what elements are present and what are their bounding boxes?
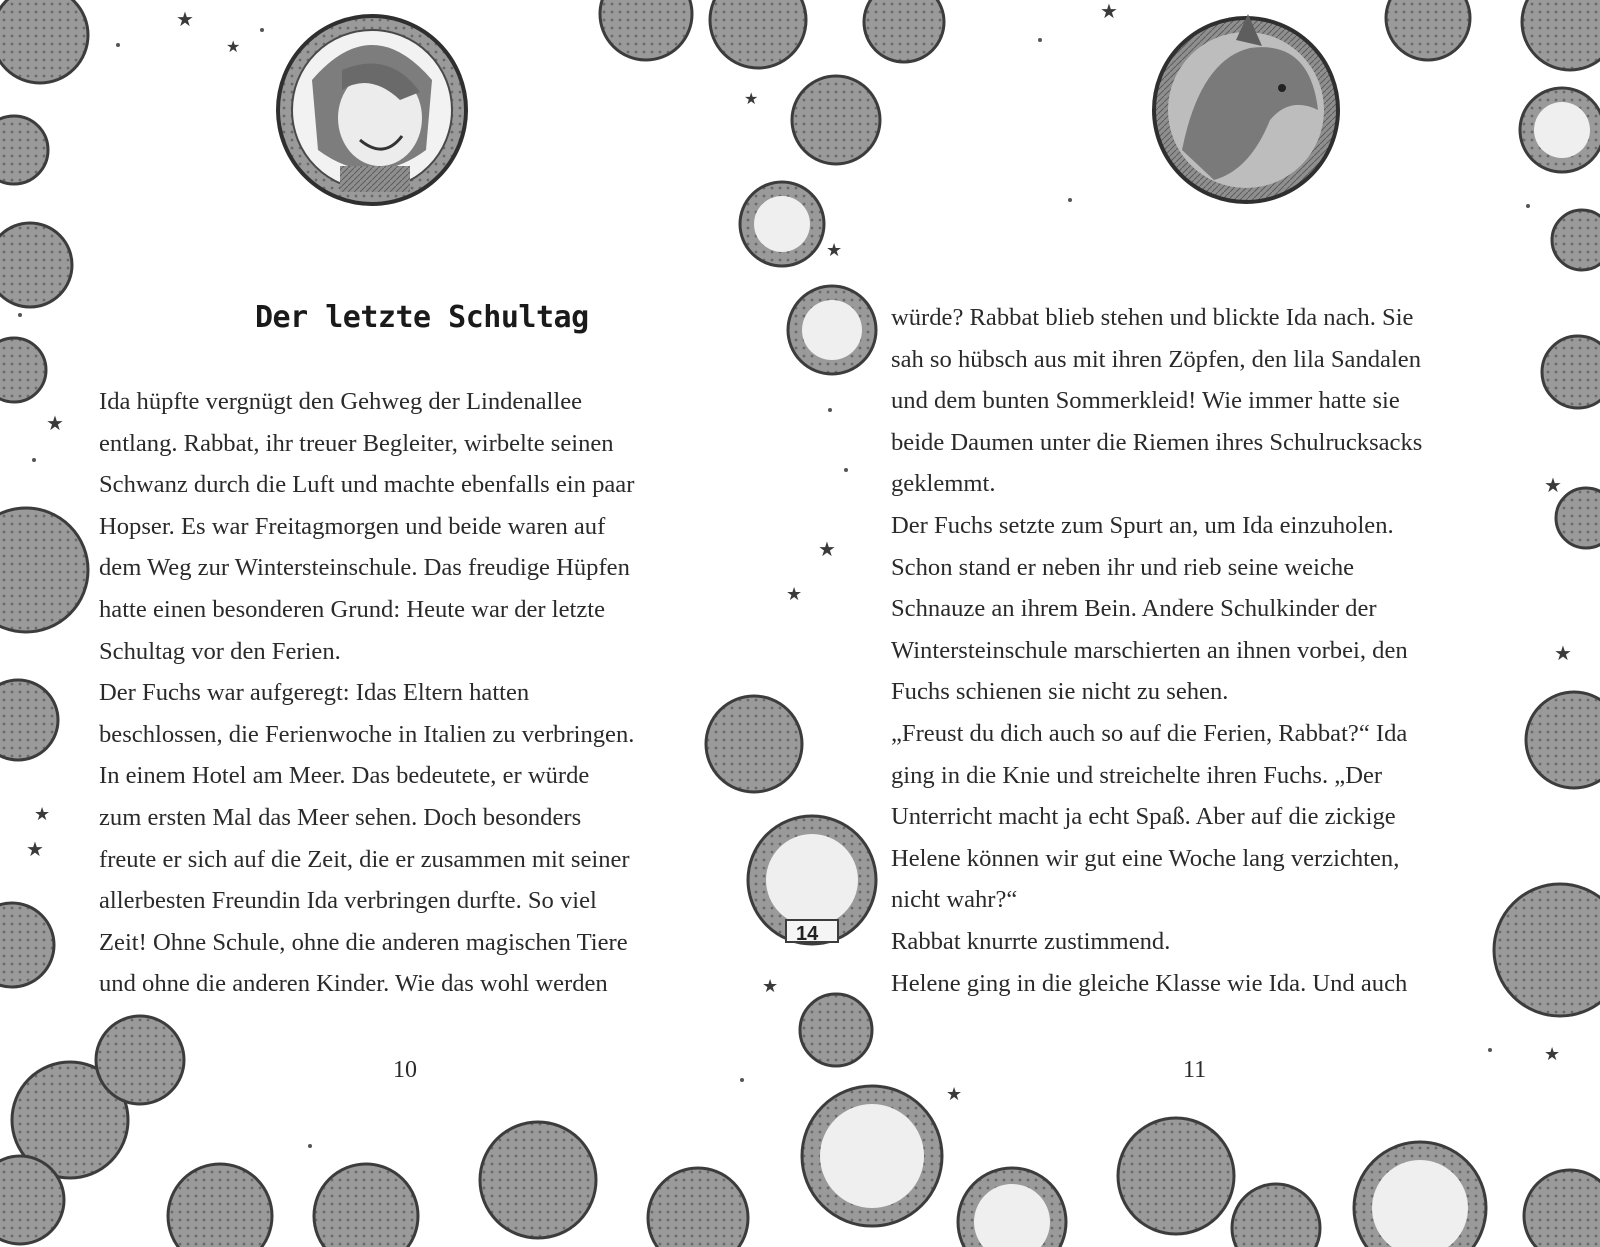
- text-line: „Freust du dich auch so auf die Ferien, Rabbat?“ Ida: [891, 719, 1408, 747]
- page-number-right: 11: [1183, 1057, 1207, 1083]
- text-line: Der Fuchs war aufgeregt: Idas Eltern hatten: [99, 679, 530, 707]
- text-line: Schwanz durch die Luft und machte ebenfalls ein paar: [99, 471, 635, 499]
- text-line: Schnauze an ihrem Bein. Andere Schulkinder der: [891, 595, 1377, 623]
- text-line: Ida hüpfte vergnügt den Gehweg der Lindenallee: [99, 388, 583, 415]
- svg-text:★: ★: [226, 37, 241, 56]
- text-line: Wintersteinschule marschierten an ihnen vorbei, den: [891, 636, 1408, 664]
- svg-text:★: ★: [762, 976, 779, 997]
- boy-jersey-14-icon: [786, 920, 838, 945]
- text-line: Fuchs schienen sie nicht zu sehen.: [891, 678, 1229, 706]
- text-line: dem Weg zur Wintersteinschule. Das freudige Hüpfen: [99, 554, 630, 582]
- text-line: geklemmt.: [891, 470, 996, 498]
- svg-text:★: ★: [1544, 1044, 1561, 1065]
- svg-text:★: ★: [786, 584, 803, 605]
- svg-text:★: ★: [1544, 473, 1562, 497]
- text-line: freute er sich auf die Zeit, die er zusammen mit seiner: [99, 845, 630, 873]
- text-line: beide Daumen unter die Riemen ihres Schulrucksacks: [891, 428, 1423, 456]
- svg-text:★: ★: [744, 89, 759, 108]
- svg-text:★: ★: [946, 1084, 963, 1105]
- chapter-title: Der letzte Schultag: [255, 300, 589, 335]
- svg-text:★: ★: [818, 537, 836, 561]
- text-line: hatte einen besonderen Grund: Heute war der letzte: [99, 595, 605, 623]
- right-page-text: [891, 297, 1491, 1004]
- text-line: zum ersten Mal das Meer sehen. Doch besonders: [99, 803, 582, 831]
- text-line: Rabbat knurrte zustimmend.: [891, 927, 1171, 955]
- svg-text:★: ★: [46, 411, 64, 435]
- text-line: Hopser. Es war Freitagmorgen und beide waren auf: [99, 512, 606, 540]
- svg-text:★: ★: [26, 837, 44, 861]
- svg-text:14: 14: [796, 923, 819, 945]
- fox-portrait-icon: [1154, 14, 1338, 202]
- svg-text:★: ★: [826, 240, 843, 261]
- svg-text:★: ★: [176, 7, 194, 31]
- svg-text:★: ★: [1554, 641, 1572, 665]
- svg-text:★: ★: [34, 804, 51, 825]
- text-line: Zeit! Ohne Schule, ohne die anderen magischen Tiere: [99, 928, 628, 956]
- text-line: allerbesten Freundin Ida verbringen durfte. So viel: [99, 887, 597, 915]
- text-line: Schultag vor den Ferien.: [99, 637, 341, 665]
- text-line: ging in die Knie und streichelte ihren Fuchs. „Der: [891, 761, 1383, 789]
- text-line: beschlossen, die Ferienwoche in Italien zu verbringen.: [99, 720, 635, 748]
- text-line: Helene ging in die gleiche Klasse wie Ida. Und auch: [891, 969, 1408, 997]
- text-line: Schon stand er neben ihr und rieb seine weiche: [891, 553, 1355, 581]
- text-line: würde? Rabbat blieb stehen und blickte Ida nach. Sie: [891, 304, 1414, 331]
- page-number-left: 10: [393, 1057, 417, 1083]
- girl-with-braids-portrait-icon: [278, 16, 466, 204]
- text-line: Helene können wir gut eine Woche lang verzichten,: [891, 844, 1400, 872]
- text-line: Der Fuchs setzte zum Spurt an, um Ida einzuholen.: [891, 511, 1394, 539]
- text-line: und dem bunten Sommerkleid! Wie immer hatte sie: [891, 387, 1400, 415]
- text-line: In einem Hotel am Meer. Das bedeutete, er würde: [99, 762, 590, 790]
- svg-text:★: ★: [1100, 0, 1118, 23]
- text-line: entlang. Rabbat, ihr treuer Begleiter, wirbelte seinen: [99, 429, 614, 457]
- left-page-text: [99, 381, 709, 1005]
- text-line: sah so hübsch aus mit ihren Zöpfen, den lila Sandalen: [891, 345, 1422, 373]
- text-line: Unterricht macht ja echt Spaß. Aber auf die zickige: [891, 803, 1396, 831]
- text-line: nicht wahr?“: [891, 886, 1018, 914]
- text-line: und ohne die anderen Kinder. Wie das wohl werden: [99, 970, 608, 998]
